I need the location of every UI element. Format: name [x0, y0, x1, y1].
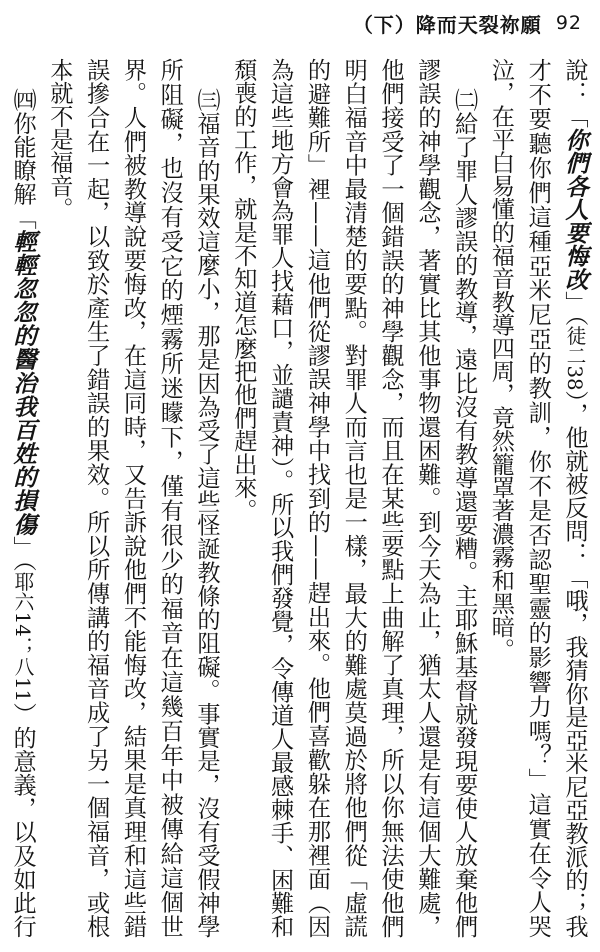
chapter-title: （下）降而天裂祢願 [352, 12, 542, 37]
scripture-reference: 徒二38 [563, 325, 586, 391]
text-run: ）的意義，以及如此行 [9, 702, 37, 938]
paragraph-point-3 [40, 58, 224, 938]
emphasized-quote: 你們各人要悔改 [561, 127, 588, 291]
text-run: 」（ [9, 536, 37, 572]
text-run: ），他就被反問：「哦，我猜你是亞米尼亞教派的；我才不要聽你們這種亞米尼亞的教訓，你不是否認聖靈的影響力嗎？」這實在令人哭泣，在平白易懂的福音教導四周，竟然籠罩著濃霧和黑暗。 [487, 58, 588, 938]
vertical-body-text [2, 58, 592, 938]
scripture-reference: 耶六14；八11 [11, 571, 35, 703]
text-run: ㈢福音的果效這麼小，那是因為受了這些怪誕教條的阻礙。事實是，沒有受假神學所阻礙，也沒有受它的煙霧所迷矇下，僅有很少的福音在這幾百年中被傳給這個世界。人們被教導說要悔改，在這同時，又告訴說他們不能悔改，結果是真理和這些錯誤摻合在一起，以致於產生了錯誤的果效。所以所傳講的福音成了另一個福音，或根本就不是福音。 [45, 58, 221, 938]
text-run: ㈣你能瞭解「 [9, 88, 37, 230]
paragraph-point-4 [2, 58, 40, 938]
running-header [353, 8, 582, 38]
paragraph-point-2 [224, 58, 482, 938]
text-run: 說：「 [561, 58, 588, 128]
page-number: 92 [555, 12, 582, 34]
emphasized-quote: 輕輕忽忽的醫治我百姓的損傷 [9, 229, 37, 537]
paragraph-continuation [482, 58, 592, 938]
text-run: 」（ [561, 290, 588, 326]
text-run: ㈡給了罪人謬誤的教導，遠比沒有教導還要糟。主耶穌基督就發現要使人放棄他們謬誤的神學觀念，著實比其他事物還困難。到今天為止，猶太人還是有這個大難處，他們接受了一個錯誤的神學觀念，而且在某些要點上曲解了真理，所以你無法使他們明白福音中最清楚的要點。對罪人而言也是一樣，最大的難處莫過於將他們從「虛謊的避難所」裡——這他們從謬誤神學中找到的——趕出來。他們喜歡躲在那裡面（因為這些地方會為罪人找藉口，並譴責神）。所以我們發覺，令傳道人最感棘手、困難和頹喪的工作，就是不知道怎麼把他們趕出來。 [229, 58, 478, 938]
